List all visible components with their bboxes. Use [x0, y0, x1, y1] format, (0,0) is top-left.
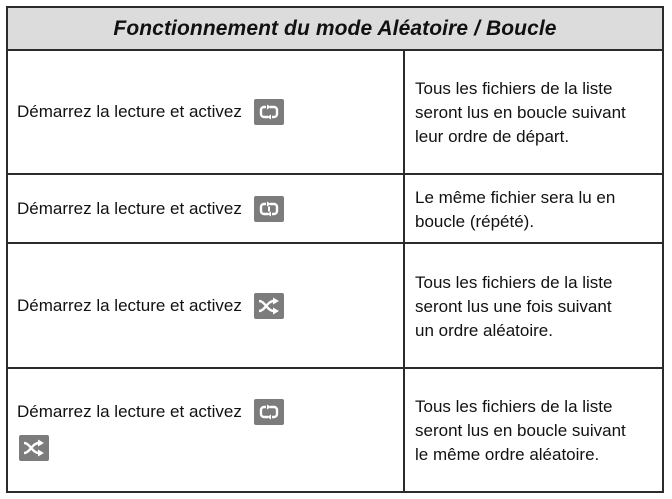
table-row-repeat-one — [8, 175, 662, 244]
description-text: Tous les fichiers de la liste seront lus en boucle suivant le même ordre aléatoire. — [415, 397, 626, 464]
action-text: Démarrez la lecture et activez — [17, 295, 242, 315]
repeat-all-icon — [254, 399, 284, 425]
table-row-shuffle — [8, 244, 662, 369]
repeat-all-icon — [254, 99, 284, 125]
action-cell — [8, 51, 405, 173]
action-text: Démarrez la lecture et activez — [17, 402, 242, 421]
description-cell — [405, 51, 662, 173]
description-cell — [405, 175, 662, 242]
description-cell — [405, 369, 662, 491]
shuffle-icon — [254, 293, 284, 319]
shuffle-icon — [19, 435, 49, 461]
action-text: Démarrez la lecture et activez — [17, 198, 242, 218]
table-row-repeat-all — [8, 51, 662, 175]
action-cell — [8, 244, 405, 367]
description-text: Le même fichier sera lu en boucle (répété). — [415, 187, 616, 231]
shuffle-repeat-table — [6, 6, 664, 493]
description-text: Tous les fichiers de la liste seront lus en boucle suivant leur ordre de départ. — [415, 79, 626, 146]
description-cell — [405, 244, 662, 367]
action-text: Démarrez la lecture et activez — [17, 102, 242, 121]
table-title: Fonctionnement du mode Aléatoire / Boucle — [113, 16, 557, 40]
action-cell — [8, 369, 405, 491]
description-text: Tous les fichiers de la liste seront lus une fois suivant un ordre aléatoire. — [415, 272, 613, 340]
repeat-one-icon — [254, 196, 284, 222]
table-header — [8, 8, 662, 51]
table-row-repeat-shuffle — [8, 369, 662, 491]
action-cell — [8, 175, 405, 242]
